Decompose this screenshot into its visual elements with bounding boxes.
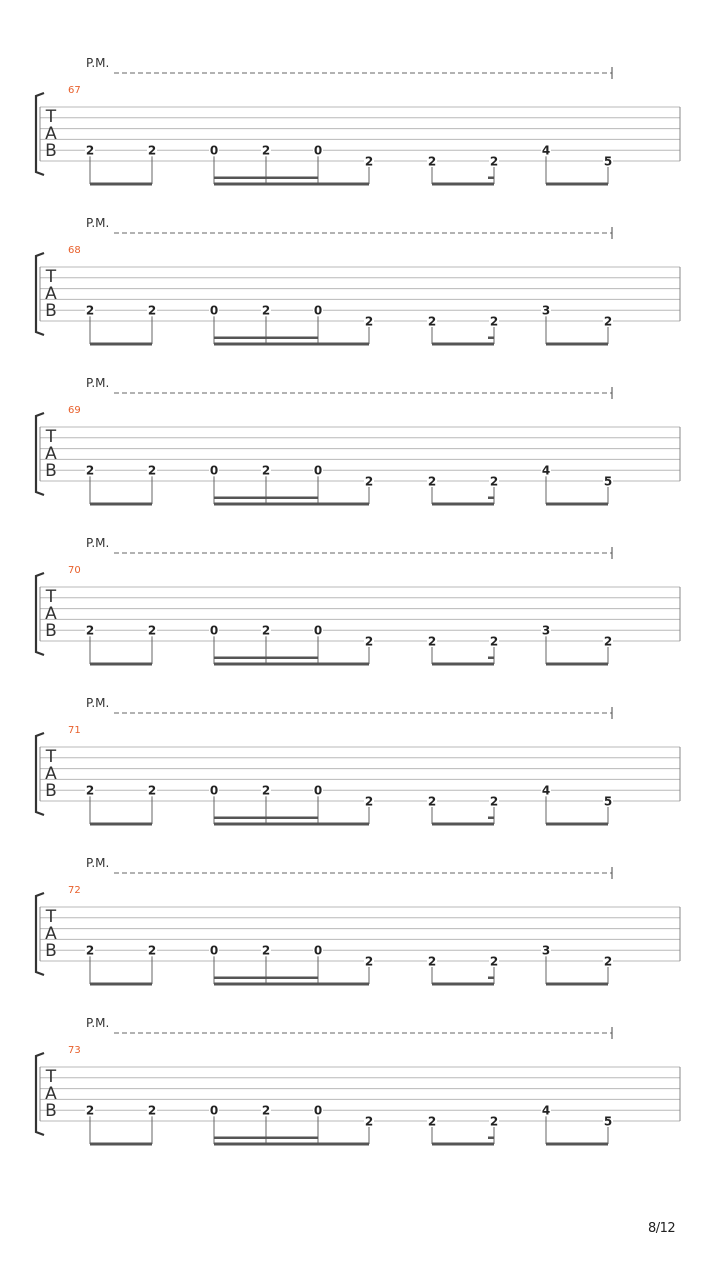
palm-mute-label: P.M.: [86, 376, 110, 390]
fret-number: 5: [603, 474, 613, 489]
fret-number: 2: [489, 1114, 499, 1129]
palm-mute-label: P.M.: [86, 216, 110, 230]
fret-number: 3: [541, 623, 551, 638]
measure-number: 72: [68, 885, 81, 896]
fret-number: 0: [313, 943, 323, 958]
measure-number: 71: [68, 725, 81, 736]
beam: [90, 1143, 152, 1146]
secondary-beam: [214, 657, 318, 660]
fret-number: 0: [209, 943, 219, 958]
fret-number: 5: [603, 794, 613, 809]
fret-number: 2: [261, 623, 271, 638]
fret-number: 2: [364, 1114, 374, 1129]
fret-number: 2: [364, 474, 374, 489]
beam: [432, 983, 494, 986]
beam-stub: [488, 817, 494, 820]
fret-number: 3: [541, 943, 551, 958]
fret-number: 2: [261, 1103, 271, 1118]
tab-clef-letter: A: [45, 604, 57, 624]
beam: [546, 183, 608, 186]
tab-clef-letter: T: [45, 107, 57, 127]
tab-system-69: [36, 376, 680, 506]
tab-clef-letter: B: [45, 621, 57, 641]
fret-number: 2: [364, 954, 374, 969]
palm-mute-label: P.M.: [86, 696, 110, 710]
beam: [90, 343, 152, 346]
tab-clef-letter: A: [45, 444, 57, 464]
fret-number: 2: [364, 794, 374, 809]
tab-system-71: [36, 696, 680, 826]
fret-number: 0: [209, 783, 219, 798]
fret-number: 0: [313, 303, 323, 318]
beam-stub: [488, 177, 494, 180]
tab-clef-letter: T: [45, 1067, 57, 1087]
fret-number: 2: [364, 314, 374, 329]
beam: [90, 663, 152, 666]
fret-number: 2: [261, 783, 271, 798]
secondary-beam: [214, 817, 318, 820]
beam: [214, 823, 369, 826]
fret-number: 2: [147, 463, 157, 478]
fret-number: 2: [261, 303, 271, 318]
beam: [214, 183, 369, 186]
fret-number: 0: [209, 303, 219, 318]
tab-clef-letter: A: [45, 284, 57, 304]
fret-number: 2: [147, 943, 157, 958]
fret-number: 4: [541, 463, 551, 478]
beam-stub: [488, 497, 494, 500]
fret-number: 2: [147, 1103, 157, 1118]
tab-clef-letter: B: [45, 301, 57, 321]
beam: [432, 503, 494, 506]
fret-number: 2: [427, 314, 437, 329]
secondary-beam: [214, 1137, 318, 1140]
fret-number: 2: [427, 634, 437, 649]
fret-number: 0: [313, 143, 323, 158]
fret-number: 2: [85, 623, 95, 638]
fret-number: 2: [147, 783, 157, 798]
tab-clef-letter: A: [45, 124, 57, 144]
fret-number: 2: [364, 634, 374, 649]
fret-number: 0: [313, 1103, 323, 1118]
palm-mute-label: P.M.: [86, 536, 110, 550]
beam-stub: [488, 1137, 494, 1140]
tab-clef-letter: B: [45, 461, 57, 481]
beam: [90, 823, 152, 826]
tab-system-68: [36, 216, 680, 346]
beam: [214, 503, 369, 506]
beam: [546, 663, 608, 666]
beam: [432, 343, 494, 346]
measure-number: 67: [68, 85, 81, 96]
fret-number: 0: [209, 1103, 219, 1118]
fret-number: 2: [427, 474, 437, 489]
beam: [546, 343, 608, 346]
fret-number: 5: [603, 154, 613, 169]
tab-clef-letter: A: [45, 924, 57, 944]
secondary-beam: [214, 497, 318, 500]
beam: [546, 823, 608, 826]
beam: [546, 983, 608, 986]
fret-number: 2: [427, 1114, 437, 1129]
fret-number: 5: [603, 1114, 613, 1129]
measure-number: 69: [68, 405, 81, 416]
fret-number: 2: [85, 463, 95, 478]
measure-number: 68: [68, 245, 81, 256]
fret-number: 2: [147, 303, 157, 318]
beam: [90, 503, 152, 506]
tab-clef-letter: A: [45, 764, 57, 784]
fret-number: 2: [261, 463, 271, 478]
tab-system-73: [36, 1016, 680, 1146]
fret-number: 2: [489, 154, 499, 169]
tab-clef-letter: T: [45, 747, 57, 767]
secondary-beam: [214, 977, 318, 980]
fret-number: 2: [489, 954, 499, 969]
beam: [214, 1143, 369, 1146]
tab-system-72: [36, 856, 680, 986]
beam-stub: [488, 657, 494, 660]
fret-number: 2: [261, 143, 271, 158]
fret-number: 0: [209, 143, 219, 158]
beam: [546, 1143, 608, 1146]
secondary-beam: [214, 337, 318, 340]
fret-number: 3: [541, 303, 551, 318]
fret-number: 2: [85, 943, 95, 958]
beam-stub: [488, 977, 494, 980]
fret-number: 2: [85, 143, 95, 158]
beam: [432, 823, 494, 826]
fret-number: 2: [427, 794, 437, 809]
beam: [90, 183, 152, 186]
palm-mute-label: P.M.: [86, 856, 110, 870]
fret-number: 2: [489, 474, 499, 489]
beam: [432, 663, 494, 666]
fret-number: 4: [541, 143, 551, 158]
fret-number: 0: [313, 783, 323, 798]
fret-number: 2: [85, 783, 95, 798]
measure-number: 70: [68, 565, 81, 576]
beam: [90, 983, 152, 986]
palm-mute-label: P.M.: [86, 56, 110, 70]
fret-number: 2: [489, 794, 499, 809]
fret-number: 2: [147, 143, 157, 158]
fret-number: 4: [541, 783, 551, 798]
tab-clef-letter: B: [45, 941, 57, 961]
beam: [546, 503, 608, 506]
fret-number: 0: [313, 463, 323, 478]
tab-clef-letter: T: [45, 267, 57, 287]
tab-clef-letter: B: [45, 141, 57, 161]
tab-system-67: [36, 56, 680, 186]
fret-number: 2: [489, 634, 499, 649]
tab-clef-letter: A: [45, 1084, 57, 1104]
page-number: 8/12: [648, 1221, 676, 1236]
measure-number: 73: [68, 1045, 81, 1056]
fret-number: 2: [147, 623, 157, 638]
fret-number: 2: [427, 154, 437, 169]
fret-number: 0: [209, 463, 219, 478]
secondary-beam: [214, 177, 318, 180]
fret-number: 0: [313, 623, 323, 638]
fret-number: 2: [603, 954, 613, 969]
beam: [214, 343, 369, 346]
beam: [432, 1143, 494, 1146]
fret-number: 4: [541, 1103, 551, 1118]
fret-number: 2: [489, 314, 499, 329]
fret-number: 2: [85, 1103, 95, 1118]
fret-number: 2: [261, 943, 271, 958]
beam-stub: [488, 337, 494, 340]
tab-system-70: [36, 536, 680, 666]
tab-clef-letter: T: [45, 427, 57, 447]
fret-number: 2: [603, 314, 613, 329]
fret-number: 2: [85, 303, 95, 318]
beam: [214, 983, 369, 986]
palm-mute-label: P.M.: [86, 1016, 110, 1030]
fret-number: 0: [209, 623, 219, 638]
tab-clef-letter: B: [45, 781, 57, 801]
fret-number: 2: [427, 954, 437, 969]
tab-clef-letter: T: [45, 907, 57, 927]
tab-clef-letter: B: [45, 1101, 57, 1121]
beam: [214, 663, 369, 666]
tab-clef-letter: T: [45, 587, 57, 607]
fret-number: 2: [603, 634, 613, 649]
fret-number: 2: [364, 154, 374, 169]
beam: [432, 183, 494, 186]
